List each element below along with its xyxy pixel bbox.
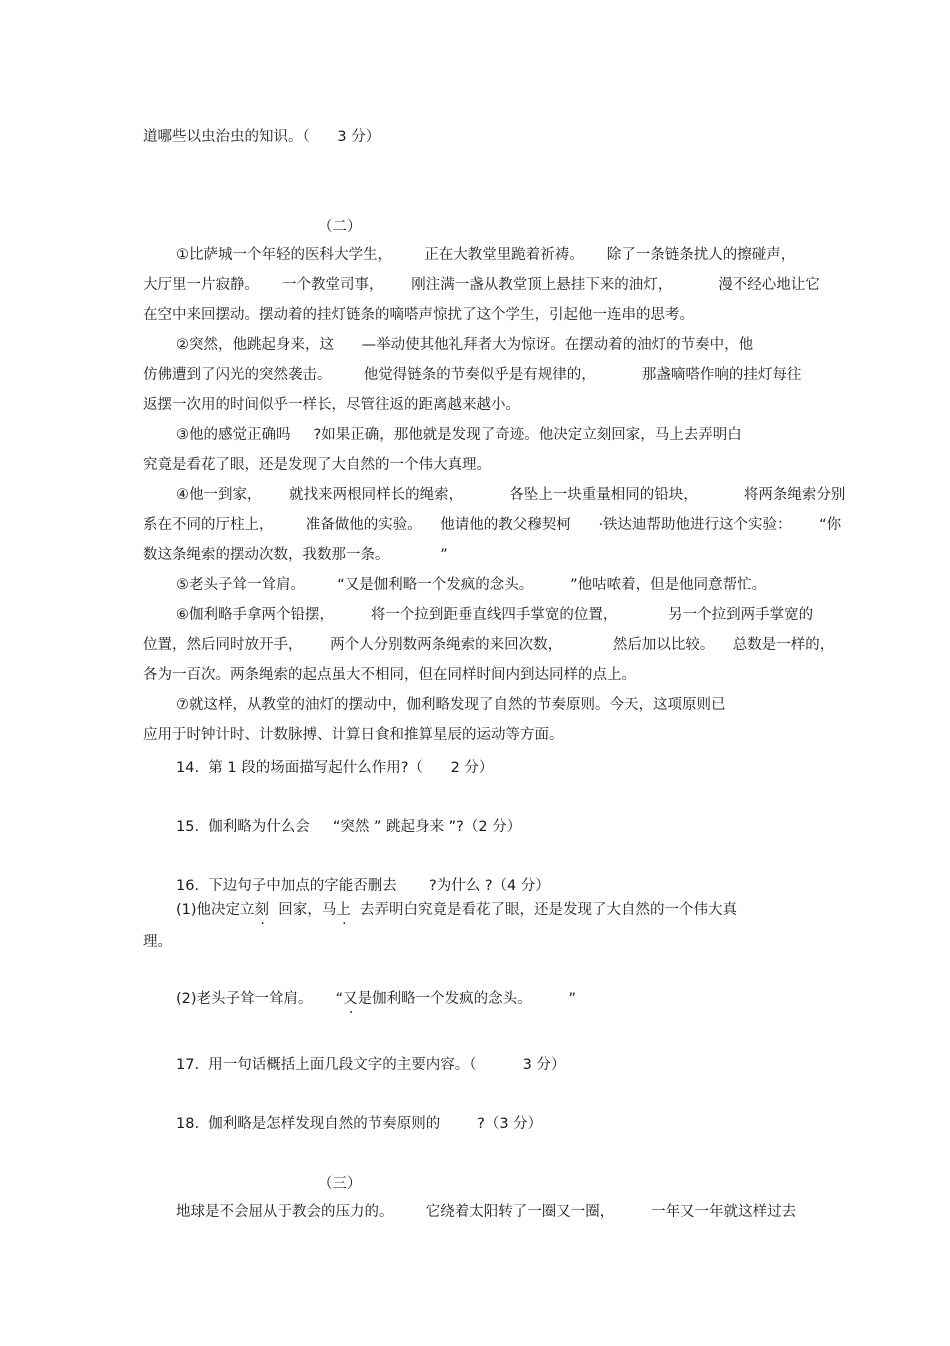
- question-14: 14. 第 1 段的场面描写起什么作用?（ 2 分）: [176, 760, 494, 776]
- sentence-1-part-c: 去弄明白究竟是看花了眼，还是发现了大自然的一个伟大真: [350, 902, 737, 918]
- paragraph-1-line-1: ①比萨城一个年轻的医科大学生， 正在大教堂里跪着祈祷。 除了一条链条扰人的擦碰声，: [176, 247, 796, 263]
- question-16-sentence-1-line-2: 理。: [143, 934, 172, 950]
- paragraph-6-line-1: ⑥伽利略手拿两个铅摆， 将一个拉到距垂直线四手掌宽的位置， 另一个拉到两手掌宽的: [176, 607, 814, 623]
- question-16-sentence-1: [176, 900, 737, 920]
- sentence-1-part-b: 回家，马: [269, 902, 337, 918]
- question-18: 18. 伽利略是怎样发现自然的节奏原则的 ?（3 分）: [176, 1116, 543, 1132]
- question-17: 17. 用一句话概括上面几段文字的主要内容。（ 3 分）: [176, 1057, 566, 1073]
- paragraph-4-line-1: ④他一到家， 就找来两根同样长的绳索， 各坠上一块重量相同的铅块， 将两条绳索分别: [176, 487, 846, 503]
- paragraph-3-line-1: ③他的感觉正确吗 ?如果正确，那他就是发现了奇迹。他决定立刻回家，马上去弄明白: [176, 427, 742, 443]
- paragraph-2-line-2: 仿佛遭到了闪光的突然袭击。 他觉得链条的节奏似乎是有规律的， 那盏嘀嗒作响的挂灯每往: [143, 367, 802, 383]
- paragraph-6-line-3: 各为一百次。两条绳索的起点虽大不相同，但在同样时间内到达同样的点上。: [143, 667, 636, 683]
- sentence-2-part-a: (2)老头子耸一耸肩。 “: [176, 991, 344, 1007]
- paragraph-6-line-2: 位置，然后同时放开手， 两个人分别数两条绳索的来回次数， 然后加以比较。 总数是一样的，: [143, 637, 835, 653]
- sentence-2-part-b: 是伽利略一个发疯的念头。 ”: [357, 991, 576, 1007]
- paragraph-3-line-2: 究竟是看花了眼，还是发现了大自然的一个伟大真理。: [143, 457, 491, 473]
- dotted-char-you: 又: [343, 991, 358, 1007]
- section-3-line-1: 地球是不会屈从于教会的压力的。 它绕着太阳转了一圈又一圈， 一年又一年就这样过去: [176, 1204, 797, 1220]
- paragraph-7-line-2: 应用于时钟计时、计数脉搏、计算日食和推算星辰的运动等方面。: [143, 727, 564, 743]
- question-16-sentence-2: [176, 989, 576, 1009]
- paragraph-5-line-1: ⑤老头子耸一耸肩。 “又是伽利略一个发疯的念头。 ”他咕哝着，但是他同意帮忙。: [176, 577, 767, 593]
- paragraph-2-line-3: 返摆一次用的时间似乎一样长，尽管往返的距离越来越小。: [143, 397, 520, 413]
- paragraph-1-line-3: 在空中来回摆动。摆动着的挂灯链条的嘀嗒声惊扰了这个学生，引起他一连串的思考。: [143, 307, 694, 323]
- section-heading-3: （三）: [318, 1176, 362, 1192]
- question-16: 16. 下边句子中加点的字能否删去 ?为什么 ?（4 分）: [176, 878, 550, 894]
- paragraph-4-line-2: 系在不同的厅柱上， 准备做他的实验。 他请他的教父穆契柯 ·铁达迪帮助他进行这个实验： “你: [143, 517, 842, 533]
- question-15: 15. 伽利略为什么会 “突然 ” 跳起身来 ”?（2 分）: [176, 819, 522, 835]
- dotted-char-shang: 上: [336, 902, 351, 918]
- prev-question-tail: 道哪些以虫治虫的知识。（ 3 分）: [143, 129, 381, 145]
- section-heading-2: （二）: [318, 219, 362, 235]
- paragraph-4-line-3: 数这条绳索的摆动次数，我数那一条。 ”: [143, 547, 448, 563]
- paragraph-2-line-1: ②突然，他跳起身来，这 —举动使其他礼拜者大为惊讶。在摆动着的油灯的节奏中，他: [176, 337, 754, 353]
- paragraph-1-line-2: 大厅里一片寂静。 一个教堂司事， 刚注满一盏从教堂顶上悬挂下来的油灯， 漫不经心地让它: [143, 277, 820, 293]
- paragraph-7-line-1: ⑦就这样，从教堂的油灯的摆动中，伽利略发现了自然的节奏原则。今天，这项原则已: [176, 697, 726, 713]
- dotted-char-ke: 刻: [254, 902, 270, 918]
- sentence-1-part-a: (1)他决定立: [176, 902, 255, 918]
